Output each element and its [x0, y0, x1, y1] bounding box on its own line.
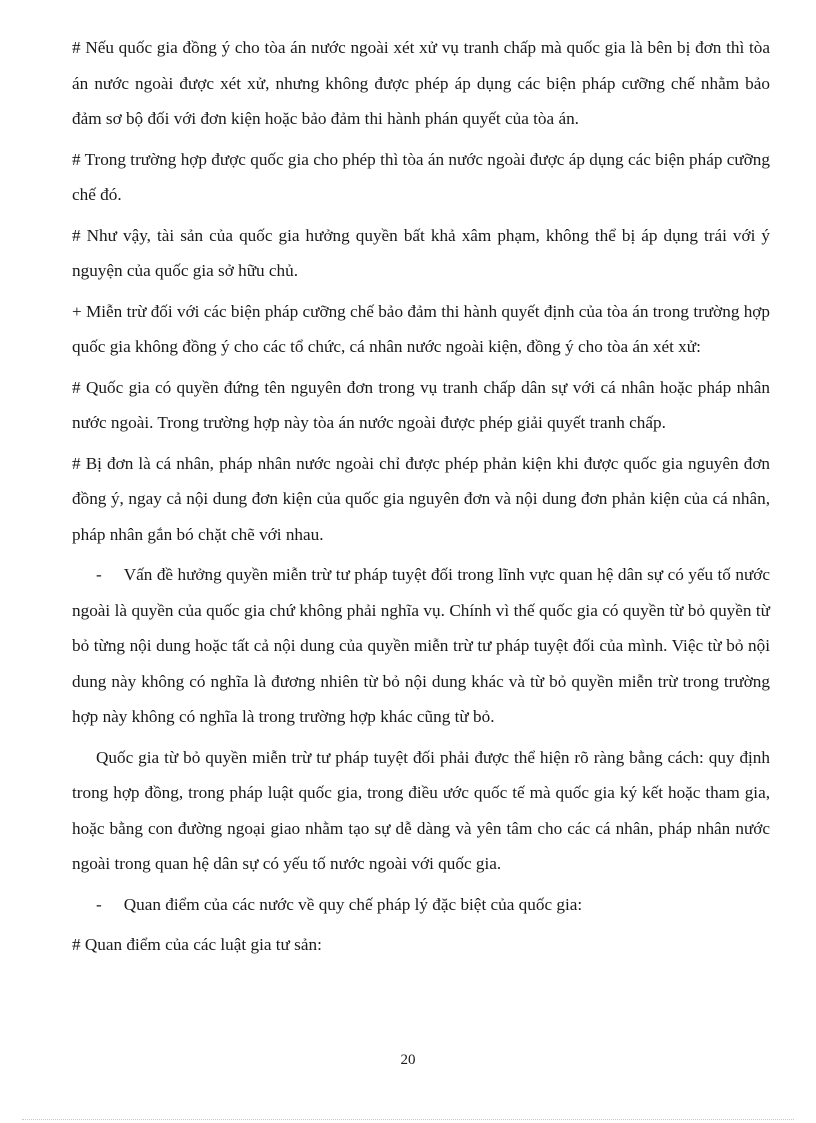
paragraph-4: + Miễn trừ đối với các biện pháp cưỡng chế bảo đảm thi hành quyết định của tòa án trong trường hợp quốc gia không đồng ý cho các tổ chức, cá nhân nước ngoài kiện, đồng ý cho tòa án xét xử:	[72, 301, 770, 356]
paragraph-1: # Nếu quốc gia đồng ý cho tòa án nước ngoài xét xử vụ tranh chấp mà quốc gia là bên bị đơn thì tòa án nước ngoài được xét xử, nhưng không được phép áp dụng các biện pháp cưỡng chế nhằm bảo đảm sơ bộ đối với đơn kiện hoặc bảo đảm thi hành phán quyết của tòa án.	[72, 38, 770, 128]
dash-paragraph-2-text: Quan điểm của các nước về quy chế pháp lý đặc biệt của quốc gia:	[123, 894, 583, 914]
last-paragraph: # Quan điểm của các luật gia tư sản:	[72, 935, 322, 954]
dash-paragraph-1	[72, 557, 770, 735]
dash-marker: -	[96, 565, 102, 584]
paragraph-6: # Bị đơn là cá nhân, pháp nhân nước ngoài chỉ được phép phản kiện khi được quốc gia nguyên đơn đồng ý, ngay cả nội dung đơn kiện của quốc gia nguyên đơn và nội dung đơn phản kiện của cá nhân, pháp nhân gắn bó chặt chẽ với nhau.	[72, 453, 770, 544]
paragraph-5: # Quốc gia có quyền đứng tên nguyên đơn trong vụ tranh chấp dân sự với cá nhân hoặc pháp nhân nước ngoài. Trong trường hợp này tòa án nước ngoài được phép giải quyết tranh chấp.	[72, 377, 770, 432]
dash-paragraph-2	[72, 887, 770, 923]
dash-marker: -	[96, 894, 102, 914]
page-bottom-divider	[22, 1119, 794, 1120]
paragraph-2: # Trong trường hợp được quốc gia cho phép thì tòa án nước ngoài được áp dụng các biện pháp cưỡng chế đó.	[72, 149, 770, 204]
page-number: 20	[400, 1052, 416, 1068]
paragraph-3: # Như vậy, tài sản của quốc gia hưởng quyền bất khả xâm phạm, không thể bị áp dụng trái với ý nguyện của quốc gia sở hữu chủ.	[72, 225, 770, 280]
indented-paragraph: Quốc gia từ bỏ quyền miễn trừ tư pháp tuyệt đối phải được thể hiện rõ ràng bằng cách: quy định trong hợp đồng, trong pháp luật quốc gia, trong điều ước quốc tế mà quốc gia ký kết hoặc tham gia, hoặc bằng con đường ngoại giao nhằm tạo sự dễ dàng và yên tâm cho các cá nhân, pháp nhân nước ngoài trong quan hệ dân sự có yếu tố nước ngoài với quốc gia.	[72, 747, 770, 873]
document-body	[72, 30, 770, 968]
dash-paragraph-1-text: Vấn đề hưởng quyền miễn trừ tư pháp tuyệt đối trong lĩnh vực quan hệ dân sự có yếu tố nước ngoài là quyền của quốc gia chứ không phải nghĩa vụ. Chính vì thế quốc gia có quyền từ bỏ quyền từ bỏ từng nội dung hoặc tất cả nội dung của quyền miễn trừ tư pháp tuyệt đối của mình. Việc từ bỏ nội dung này không có nghĩa là đương nhiên từ bỏ nội dung khác và từ bỏ quyền miễn trừ trong trường hợp này không có nghĩa là trong trường hợp khác cũng từ bỏ.	[72, 565, 770, 726]
